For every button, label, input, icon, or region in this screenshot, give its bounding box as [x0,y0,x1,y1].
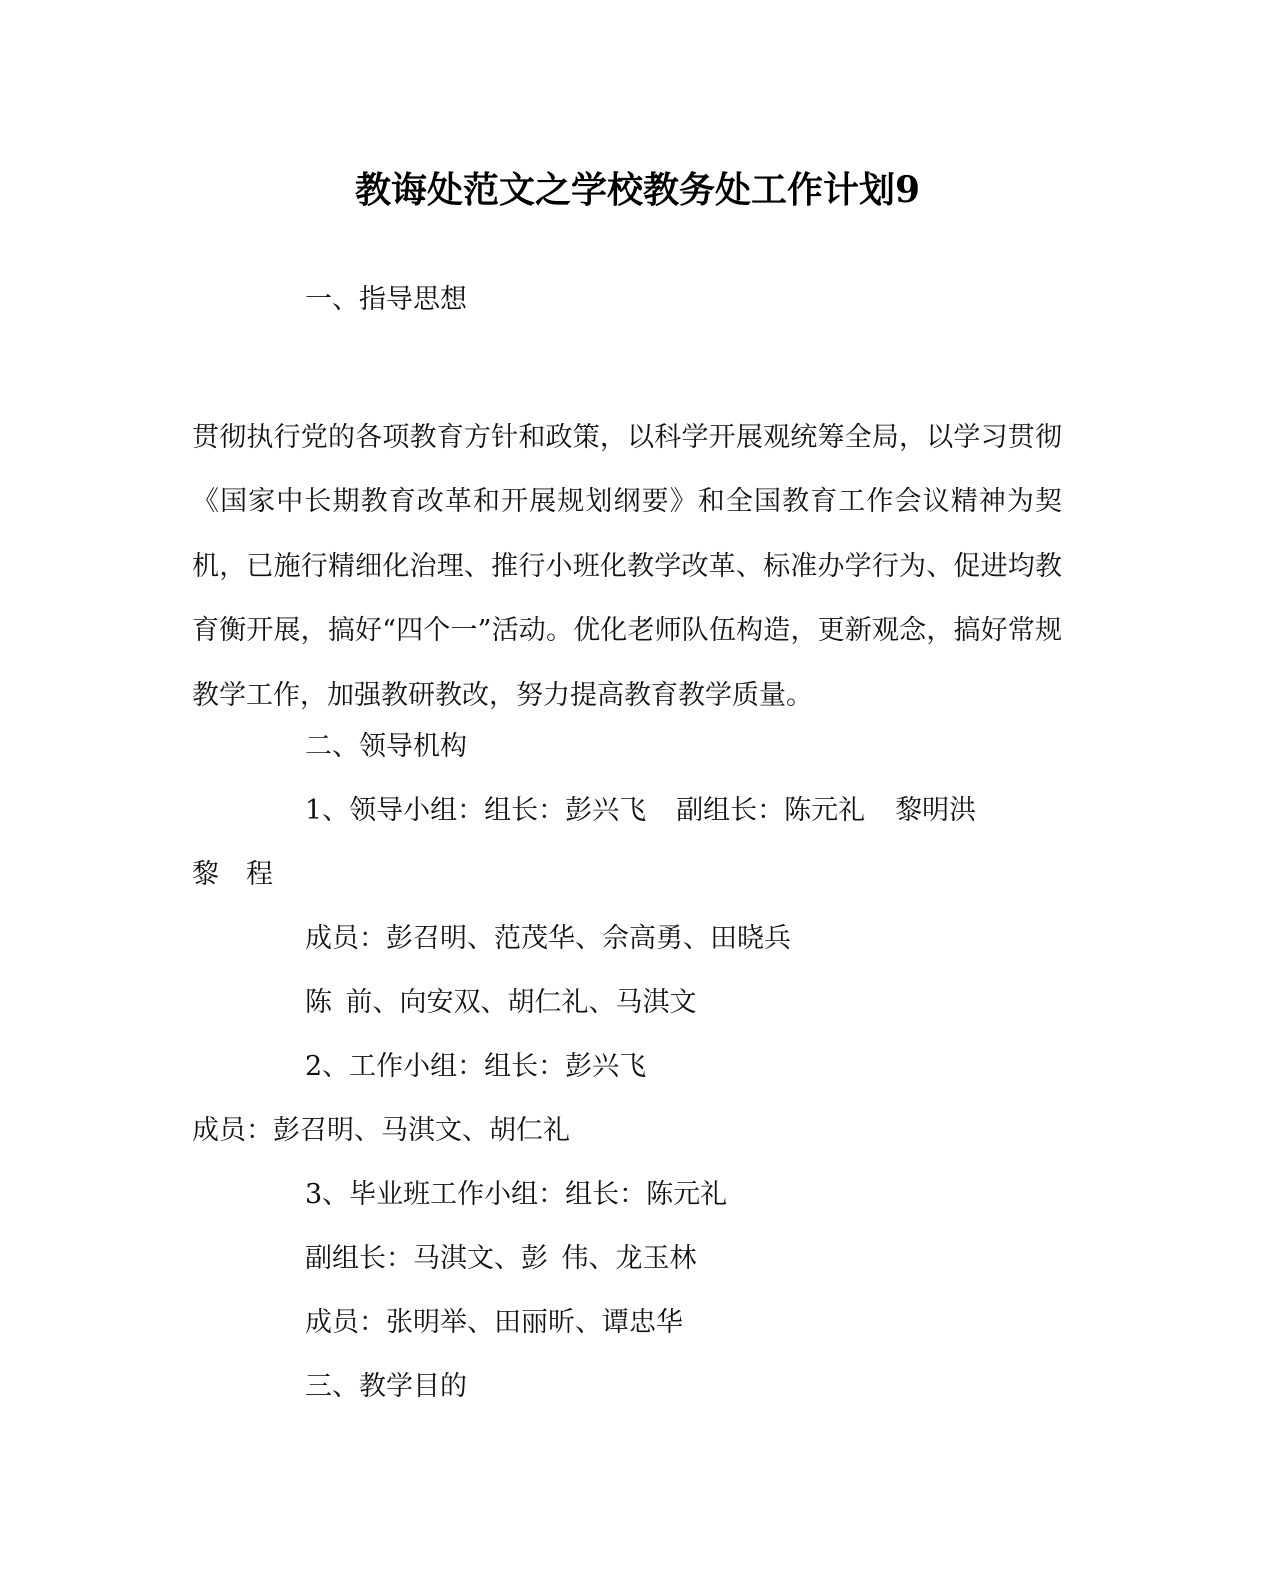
section-heading-3: 三、教学目的 [305,1371,467,1402]
leadership-group-deputy-3: 黎 程 [192,859,273,890]
section-heading-1: 一、指导思想 [305,284,467,315]
leadership-members-line-2: 陈 前、向安双、胡仁礼、马淇文 [305,987,697,1018]
work-group-leader: 2、工作小组：组长：彭兴飞 [305,1051,647,1082]
leadership-group-leader: 1、领导小组：组长：彭兴飞 [305,795,647,826]
leadership-group-line [305,791,976,831]
leadership-group-deputy: 副组长：陈元礼 [676,795,866,826]
leadership-group-deputy-2: 黎明洪 [895,795,977,826]
work-group-members: 成员：彭召明、马淇文、胡仁礼 [192,1115,570,1146]
section-heading-2: 二、领导机构 [305,731,467,762]
page-title: 教诲处范文之学校教务处工作计划9 [354,169,921,211]
graduating-group-members: 成员：张明举、田丽昕、谭忠华 [305,1307,683,1338]
guiding-thought-paragraph: 贯彻执行党的各项教育方针和政策，以科学开展观统筹全局，以学习贯彻《国家中长期教育改革和开展规划纲要》和全国教育工作会议精神为契机，已施行精细化治理、推行小班化教学改革、标准办学行为、促进均教育衡开展，搞好“四个一”活动。优化老师队伍构造，更新观念，搞好常规教学工作，加强教研教改，努力提高教育教学质量。 [192,422,1062,711]
graduating-group-leader: 3、毕业班工作小组：组长：陈元礼 [305,1179,728,1210]
leadership-members-line-1: 成员：彭召明、范茂华、佘高勇、田晓兵 [305,923,791,954]
graduating-group-deputies: 副组长：马淇文、彭 伟、龙玉林 [305,1243,697,1274]
